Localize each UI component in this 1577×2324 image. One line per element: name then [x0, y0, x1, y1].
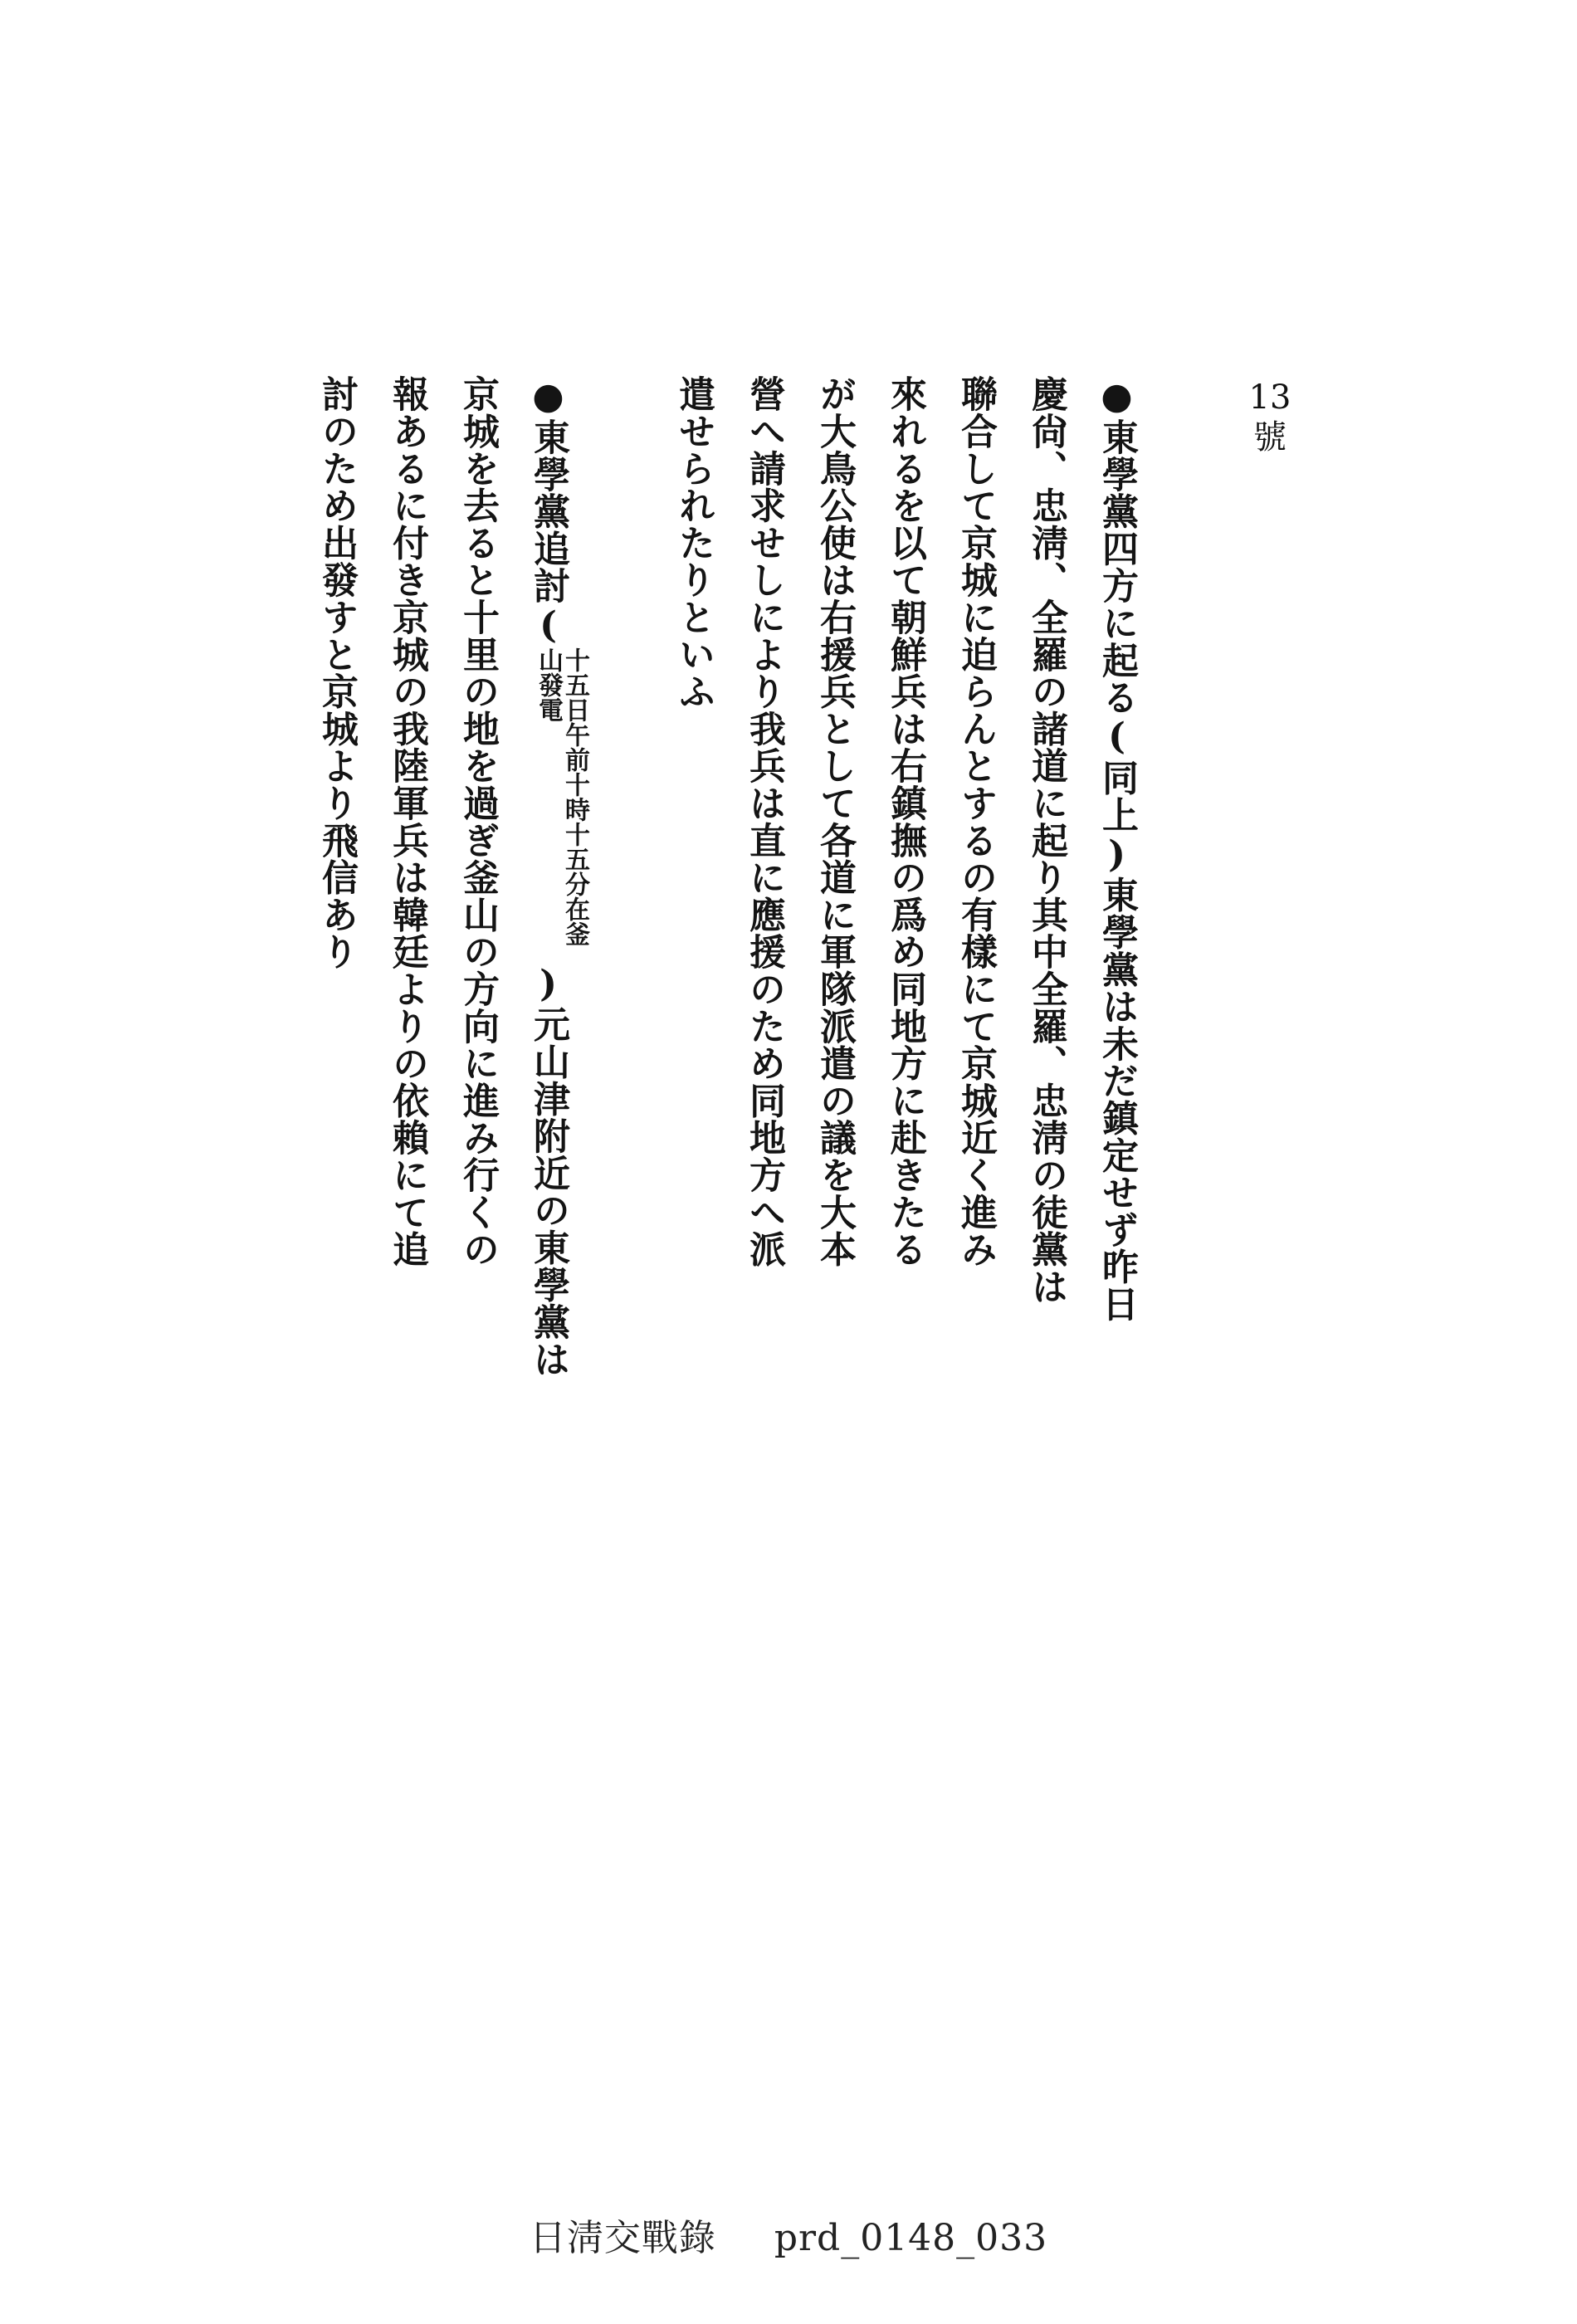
issue-number-mark: 號	[1253, 418, 1286, 456]
article2-line-3: 報あるに付き京城の我陸軍兵は韓廷よりの依賴にて追	[386, 375, 428, 1268]
page-footer	[0, 2208, 1577, 2261]
article1-line-6: 營へ請求せしにより我兵は直に應援のため同地方へ派	[743, 375, 785, 1268]
note-close-paren-2: )	[527, 962, 569, 1006]
article1-line-2: 慶尙、忠淸、全羅の諸道に起り其中全羅、忠淸の徒黨は	[1025, 375, 1067, 1305]
note-close-paren: )	[1096, 832, 1138, 876]
article2-line-1	[527, 375, 588, 1377]
article2-title: 東學黨追討	[527, 417, 569, 604]
article1-line-1	[1096, 375, 1137, 1322]
article1-line-4: 來れるを以て朝鮮兵は右鎮撫の爲め同地方に赴きたる	[884, 375, 926, 1268]
article1-line-7: 遣せられたりといふ	[672, 375, 715, 710]
article1-line-1-text: 東學黨は未だ鎮定せず昨日	[1096, 876, 1138, 1323]
article1-line-3: 聯合して京城に迫らんとするの有樣にて京城近く進み	[954, 375, 997, 1268]
article2-source-note: 十五日午前十時十五分在釜山發電	[534, 647, 589, 946]
note-open-paren-2: (	[527, 603, 569, 647]
issue-number	[1241, 378, 1299, 457]
footer-book-title: 日淸交戰錄	[529, 2217, 716, 2259]
article2-bullet: ●	[527, 375, 569, 418]
issue-number-value: 13	[1248, 378, 1291, 417]
article1-source-note: 同上	[1096, 759, 1138, 833]
article1-line-5: が大鳥公使は右援兵として各道に軍隊派遣の議を大本	[813, 375, 856, 1268]
article2-line-1-text: 元山津附近の東學黨は	[527, 1005, 569, 1378]
article1-bullet: ●	[1096, 375, 1138, 418]
note-open-paren: (	[1096, 715, 1138, 759]
article2-line-2: 京城を去ると十里の地を過ぎ釜山の方向に進み行くの	[456, 375, 499, 1268]
article1-title: 東學黨四方に起る	[1096, 417, 1138, 716]
article2-line-4: 討のため出發すと京城より飛信あり	[315, 375, 358, 970]
footer-page-id: prd_0148_033	[774, 2217, 1048, 2259]
